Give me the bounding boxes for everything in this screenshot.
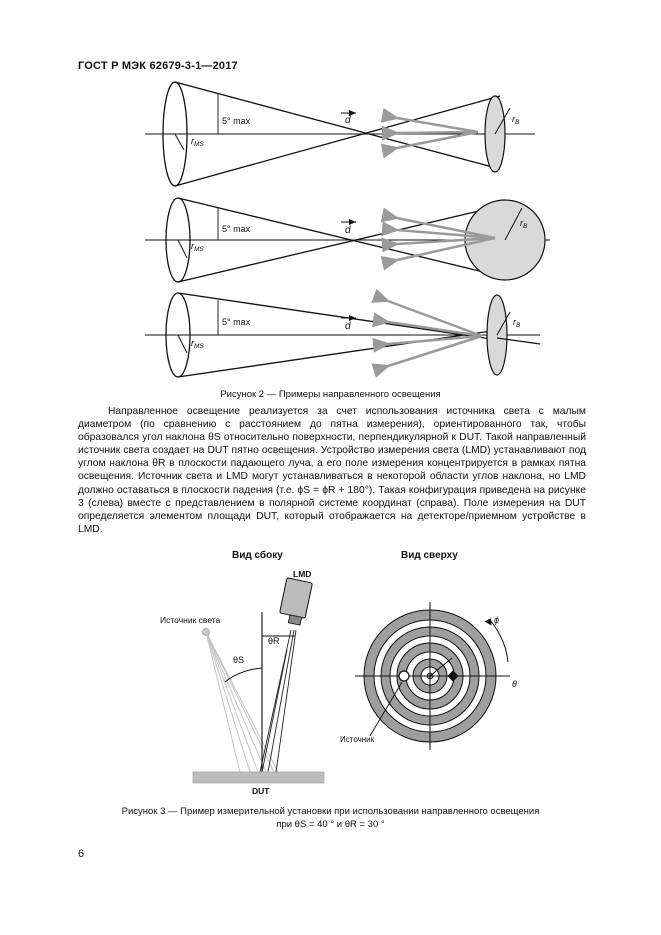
theta-s-label: θS: [233, 655, 245, 665]
figure-3-side-view: [160, 549, 324, 796]
figure-2-diagram: [0, 80, 661, 385]
figure-2-caption: Рисунок 2 — Примеры направленного освещения: [220, 389, 441, 400]
fig2-p2-distance-label: d: [345, 225, 351, 236]
fig2-p2-rms-label: $r_{MS}$: [191, 241, 204, 253]
fig2-p3-angle-label: 5° max: [222, 317, 251, 327]
figure-3-caption-line2: при θS = 40 ° и θR = 30 °: [276, 819, 385, 830]
body-paragraph: Направленное освещение реализуется за счет использования источника света с малым диаметром (по сравнению с расстоянием до пятна измерения), ориентированного так, чтобы образовался угол наклона θS относительно поверхности, перпендикулярной к DUT. Такой направленный источник света создает на DUT пятно освещения. Устройство измерения света (LMD) устанавливают под углом наклона θR в плоскости падающего луча, а его поле измерения концентрируется в рамках пятна освещения. Источник света и LMD могут устанавливаться в некоторой области углов наклона, но LMD должно оставаться в плоскости падения (т.е. ϕS = ϕR + 180°). Такая конфигурация приведена на рисунке 3 (слева) вместе с представлением в полярной системе координат (справа). Поле измерения на DUT определяется элементом площади DUT, который отображается на детекторе/приемном устройстве в LMD.: [78, 406, 586, 535]
fig2-p2-angle-label: 5° max: [222, 224, 251, 234]
figure-2-panel-3: [145, 293, 540, 377]
fig2-p1-distance-label: d: [345, 115, 351, 126]
figure-3-top-view: [340, 550, 517, 750]
dut-surface: [193, 772, 324, 783]
fig2-p1-rms-label: $r_{MS}$: [191, 136, 204, 148]
side-view-title: Вид сбоку: [232, 550, 283, 561]
document-header: ГОСТ Р МЭК 62679-3-1—2017: [78, 60, 238, 72]
figure-2-panel-2: [145, 198, 550, 282]
top-view-title: Вид сверху: [401, 550, 458, 561]
lmd-device-icon: [280, 578, 313, 619]
theta-axis-label: θ: [512, 679, 517, 689]
fig2-p2-rb-label: $r_B$: [520, 218, 528, 230]
dut-label: DUT: [252, 786, 270, 796]
fig2-p3-distance-label: d: [345, 321, 351, 332]
theta-r-label: θR: [268, 636, 280, 646]
fig2-p1-angle-label: 5° max: [222, 116, 251, 126]
fig2-p3-rb-label: $r_B$: [513, 317, 521, 329]
figure-3-caption-line1: Рисунок 3 — Пример измерительной установки при использовании направленного освещения: [121, 806, 540, 817]
source-top-label: Источник: [340, 735, 375, 744]
fig2-p3-rms-label: $r_{MS}$: [191, 338, 204, 350]
source-position-marker: [399, 671, 409, 681]
light-source-label: Источник света: [160, 615, 221, 625]
figure-3-diagram: [0, 540, 661, 800]
fig2-p1-rb-label: $r_B$: [512, 114, 520, 126]
phi-label: ϕ: [494, 615, 500, 625]
page-number: 6: [78, 848, 85, 860]
figure-2-panel-1: [145, 82, 535, 186]
lmd-label: LMD: [293, 569, 312, 579]
